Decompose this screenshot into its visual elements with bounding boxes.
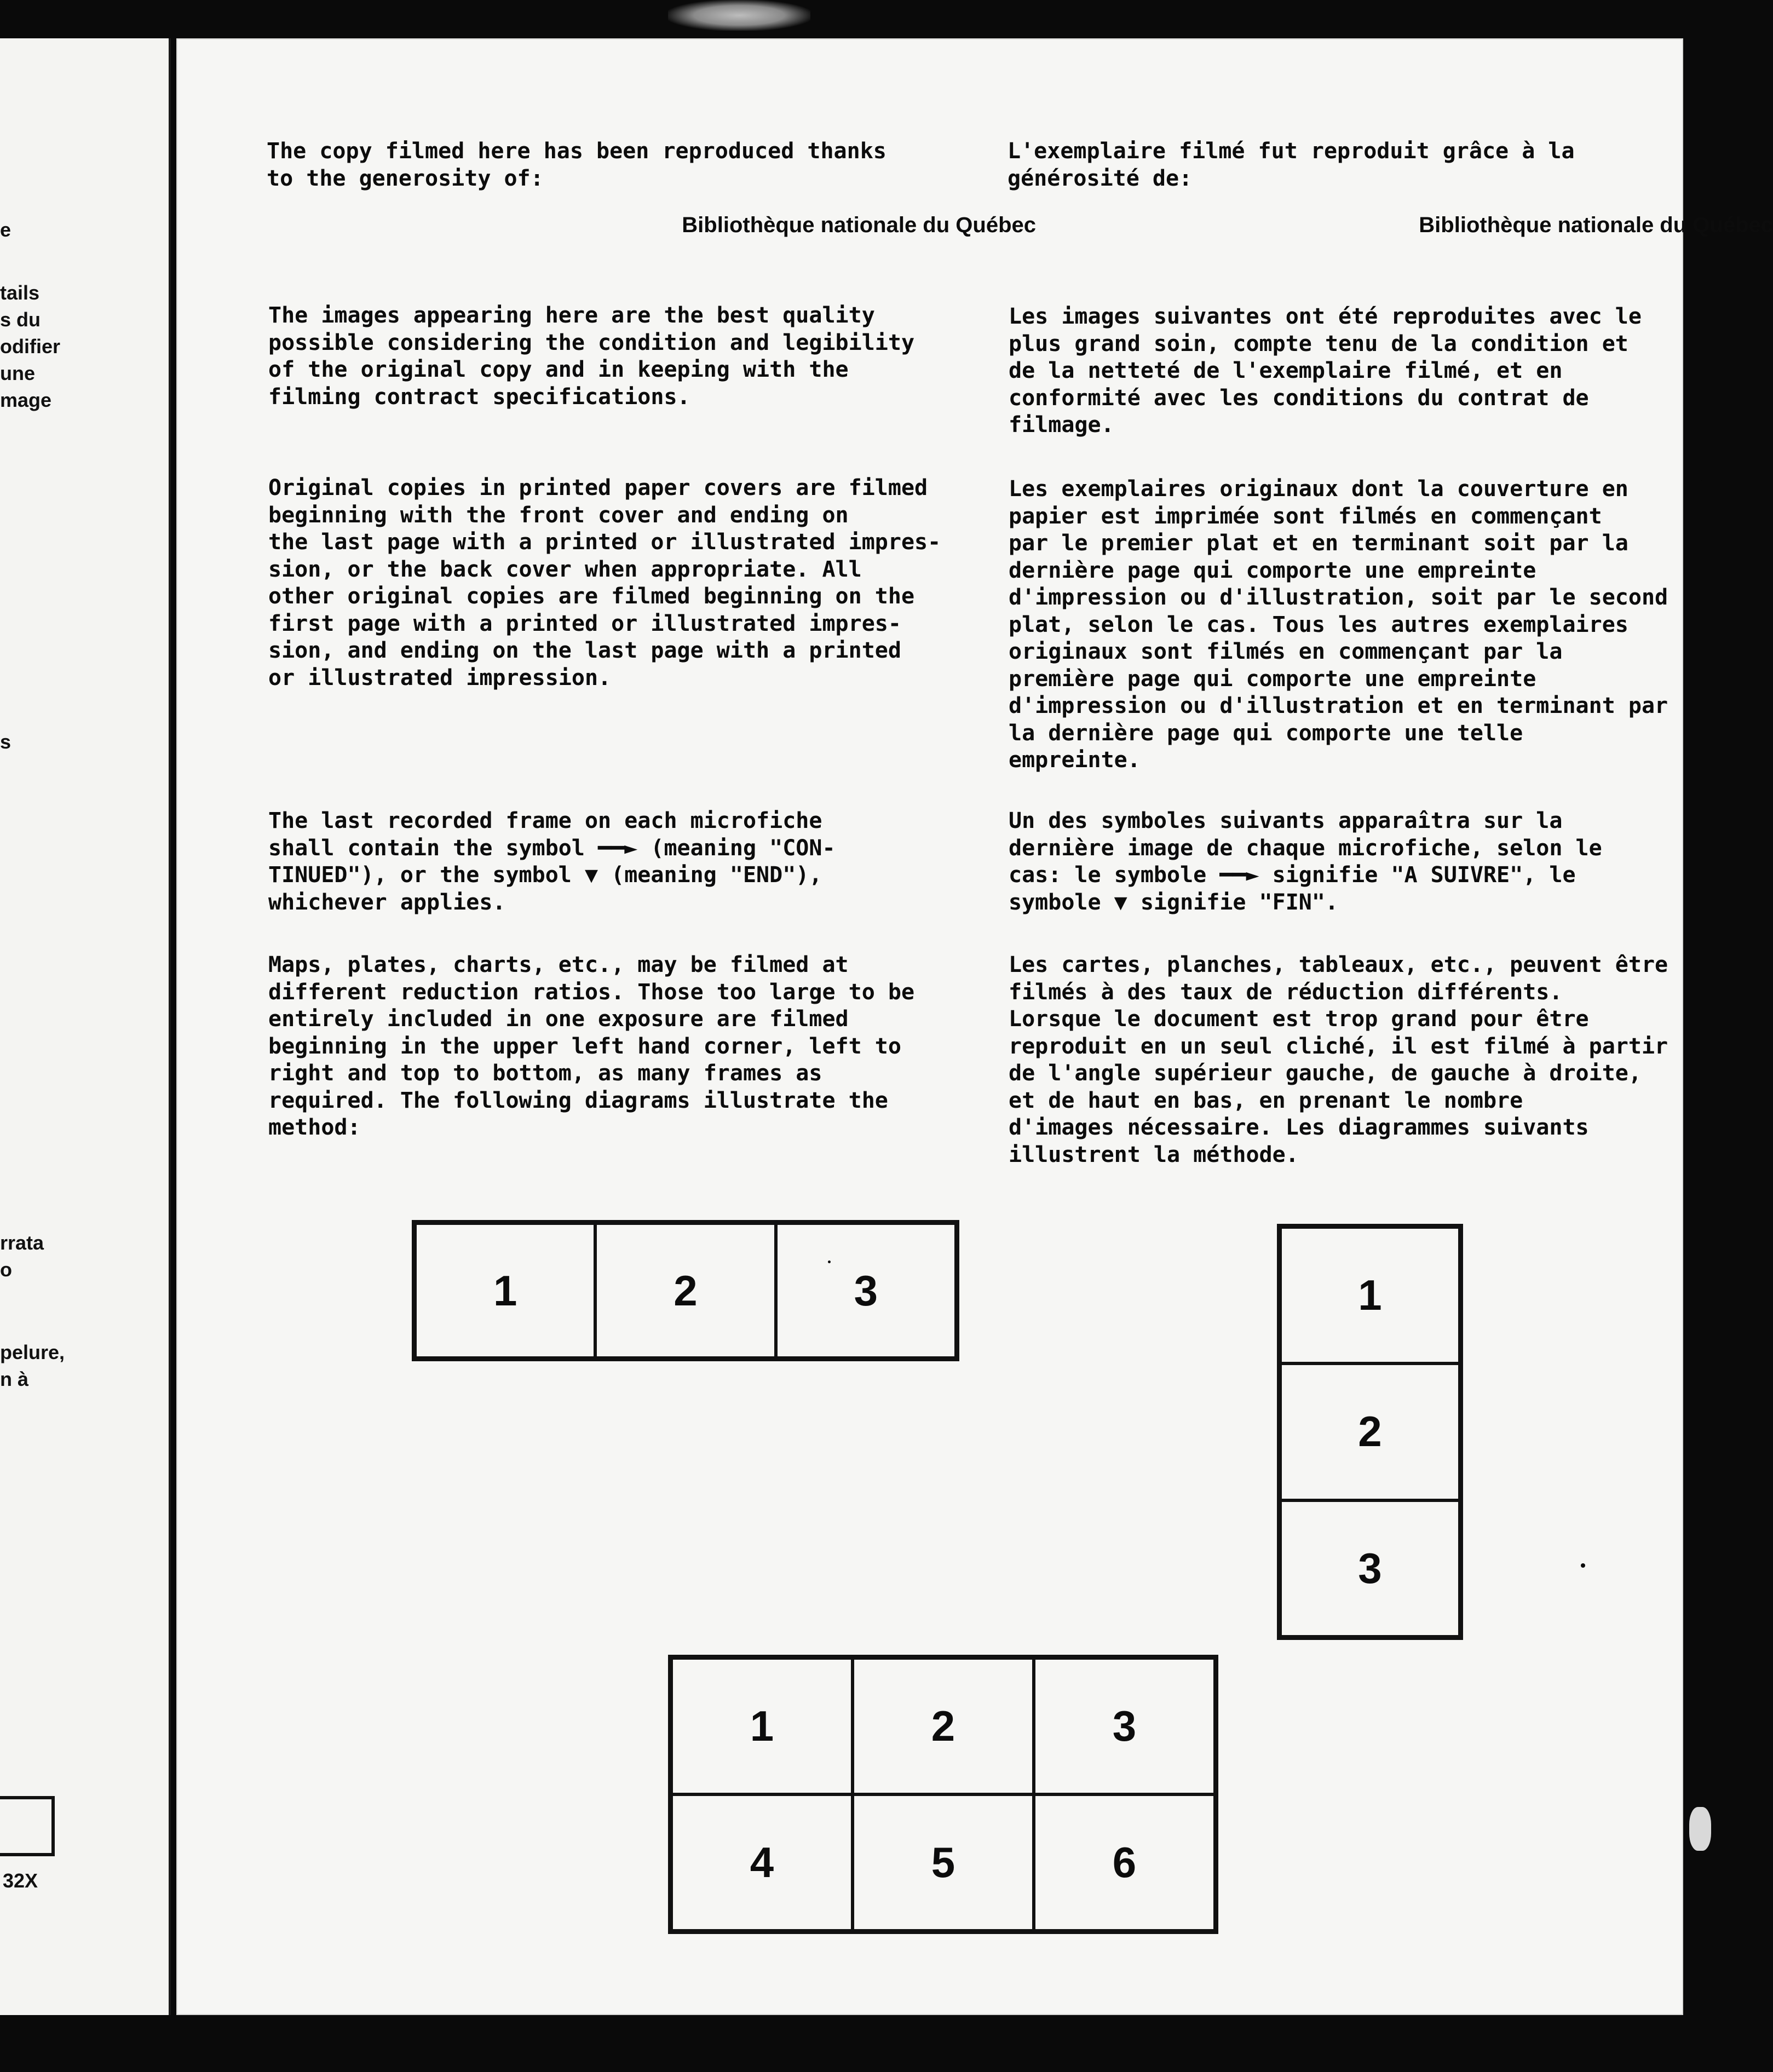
text-line: different reduction ratios. Those too large to be <box>268 979 915 1005</box>
text-line: la dernière page qui comporte une telle <box>1009 720 1523 746</box>
text-line: Les images suivantes ont été reproduites avec le <box>1009 304 1642 329</box>
text-line: sion, and ending on the last page with a printed <box>268 638 901 663</box>
reduction-ratio-label: 32X <box>3 1869 38 1892</box>
frame-cell: 5 <box>853 1794 1034 1931</box>
left-fragment-text: tails <box>0 281 40 304</box>
frame-cell: 4 <box>671 1794 853 1931</box>
french-credit <box>1008 138 1575 192</box>
left-fragment-text: odifier <box>0 335 61 358</box>
text-line: illustrent la méthode. <box>1009 1142 1299 1167</box>
left-page-fragment <box>0 38 171 2015</box>
text-line: The images appearing here are the best quality <box>268 303 875 328</box>
text-line: papier est imprimée sont filmés en commençant <box>1009 503 1602 529</box>
text-line: shall contain the symbol ━━► (meaning "CON- <box>268 835 836 861</box>
english-institution: Bibliothèque nationale du Québec <box>682 213 1036 237</box>
text-line: Les cartes, planches, tableaux, etc., peuvent être <box>1009 952 1668 977</box>
frame-cell: 3 <box>1034 1658 1215 1794</box>
text-line: beginning in the upper left hand corner, left to <box>268 1033 901 1059</box>
text-line: The copy filmed here has been reproduced thanks <box>267 139 887 164</box>
french-institution: Bibliothèque nationale du Québec <box>1419 213 1773 237</box>
diagram-vertical <box>1277 1224 1463 1640</box>
text-line: Maps, plates, charts, etc., may be filmed at <box>268 952 849 977</box>
text-line: first page with a printed or illustrated impres- <box>268 611 901 636</box>
left-fragment-text: une <box>0 362 36 384</box>
english-paragraph-quality <box>268 302 914 411</box>
text-line: entirely included in one exposure are filmed <box>268 1006 849 1032</box>
text-line: beginning with the front cover and ending on <box>268 502 849 528</box>
left-fragment-text: mage <box>0 389 52 411</box>
left-fragment-text: e <box>0 218 11 241</box>
text-line: de l'angle supérieur gauche, de gauche à droite, <box>1009 1061 1642 1086</box>
text-line: dernière page qui comporte une empreinte <box>1009 557 1536 583</box>
frame-cell: 2 <box>1280 1363 1460 1500</box>
text-line: originaux sont filmés en commençant par la <box>1009 639 1563 664</box>
text-line: filmage. <box>1009 412 1114 438</box>
left-fragment-text: pelure, <box>0 1341 65 1363</box>
french-paragraph-covers <box>1009 476 1668 774</box>
text-line: cas: le symbole ━━► signifie "A SUIVRE", le <box>1009 862 1576 888</box>
text-line: conformité avec les conditions du contrat de <box>1009 385 1589 411</box>
frame-cell: 1 <box>415 1223 595 1358</box>
text-line: d'impression ou d'illustration et en terminant par <box>1009 693 1668 718</box>
left-fragment-text: o <box>0 1258 12 1281</box>
text-line: to the generosity of: <box>267 165 544 191</box>
frame-cell: 3 <box>776 1223 956 1358</box>
text-line: sion, or the back cover when appropriate. All <box>268 556 862 582</box>
text-line: symbole ▼ signifie "FIN". <box>1009 889 1339 915</box>
frame-cell: 6 <box>1034 1794 1215 1931</box>
dust-speck <box>1581 1563 1585 1568</box>
text-line: filming contract specifications. <box>268 384 690 410</box>
text-line: empreinte. <box>1009 747 1141 773</box>
english-paragraph-covers <box>268 475 941 692</box>
text-line: L'exemplaire filmé fut reproduit grâce à la <box>1008 139 1575 164</box>
text-line: or illustrated impression. <box>268 665 612 690</box>
frame-cell: 2 <box>595 1223 775 1358</box>
text-line: reproduit en un seul cliché, il est filmé à partir <box>1009 1033 1668 1059</box>
text-line: et de haut en bas, en prenant le nombre <box>1009 1087 1523 1113</box>
left-fragment-text: rrata <box>0 1231 44 1254</box>
text-line: required. The following diagrams illustrate the <box>268 1087 888 1113</box>
dust-speck <box>828 1261 831 1263</box>
text-line: de la netteté de l'exemplaire filmé, et en <box>1009 358 1563 383</box>
text-line: The last recorded frame on each microfiche <box>268 808 822 833</box>
text-line: right and top to bottom, as many frames as <box>268 1061 822 1086</box>
text-line: dernière image de chaque microfiche, selon le <box>1009 835 1602 861</box>
text-line: d'impression ou d'illustration, soit par le second <box>1009 585 1668 610</box>
dust-speck <box>1697 476 1702 481</box>
left-fragment-text: n à <box>0 1368 29 1390</box>
text-line: of the original copy and in keeping with the <box>268 357 849 382</box>
diagram-grid <box>668 1655 1218 1934</box>
page-tear <box>1689 1807 1711 1851</box>
text-line: première page qui comporte une empreinte <box>1009 666 1536 692</box>
scan-smudge <box>668 0 810 31</box>
text-line: method: <box>268 1115 361 1140</box>
text-line: Les exemplaires originaux dont la couverture en <box>1009 476 1628 502</box>
text-line: the last page with a printed or illustrated impres- <box>268 529 941 555</box>
text-line: possible considering the condition and legibility <box>268 330 915 355</box>
frame-cell: 2 <box>853 1658 1034 1794</box>
text-line: plat, selon le cas. Tous les autres exemplaires <box>1009 612 1628 637</box>
text-line: d'images nécessaire. Les diagrammes suivants <box>1009 1115 1589 1140</box>
text-line: filmés à des taux de réduction différents. <box>1009 979 1563 1005</box>
english-paragraph-symbols <box>268 808 836 916</box>
diagram-horizontal <box>412 1220 959 1361</box>
frame-cell: 3 <box>1280 1500 1460 1637</box>
text-line: plus grand soin, compte tenu de la condition et <box>1009 331 1628 356</box>
text-line: générosité de: <box>1008 165 1193 191</box>
left-fragment-text: s <box>0 730 11 753</box>
text-line: other original copies are filmed beginning on the <box>268 584 915 609</box>
text-line: Lorsque le document est trop grand pour être <box>1009 1006 1589 1032</box>
frame-cell: 1 <box>671 1658 853 1794</box>
text-line: TINUED"), or the symbol ▼ (meaning "END"), <box>268 862 822 888</box>
main-page <box>176 38 1773 2015</box>
frame-cell: 1 <box>1280 1227 1460 1363</box>
text-line: whichever applies. <box>268 889 506 915</box>
french-paragraph-maps <box>1009 952 1668 1169</box>
french-paragraph-symbols <box>1009 808 1602 916</box>
left-fragment-text: s du <box>0 308 41 331</box>
resolution-box <box>0 1796 55 1856</box>
french-paragraph-quality <box>1009 303 1642 439</box>
text-line: par le premier plat et en terminant soit par la <box>1009 531 1628 556</box>
text-line: Original copies in printed paper covers are filmed <box>268 475 928 500</box>
english-credit <box>267 138 887 192</box>
text-line: Un des symboles suivants apparaîtra sur la <box>1009 808 1563 833</box>
english-paragraph-maps <box>268 952 914 1142</box>
